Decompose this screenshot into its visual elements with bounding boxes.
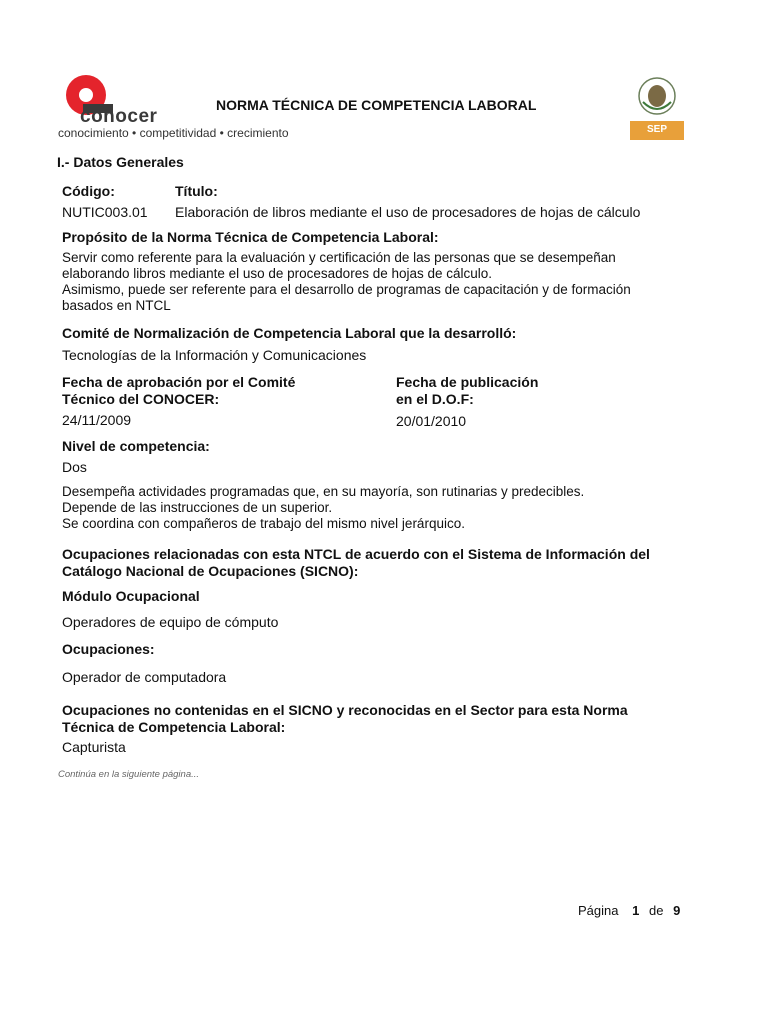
page-of: de xyxy=(648,903,664,918)
sep-logo xyxy=(630,72,684,140)
module-label: Módulo Ocupacional xyxy=(62,588,200,604)
brand-name: conocer xyxy=(80,106,158,127)
brand-tagline: conocimiento • competitividad • crecimiento xyxy=(58,126,289,140)
sep-label: SEP xyxy=(646,124,667,135)
committee-label: Comité de Normalización de Competencia Laboral que la desarrolló: xyxy=(62,325,517,341)
document-title: NORMA TÉCNICA DE COMPETENCIA LABORAL xyxy=(216,97,537,113)
non-sicno-label: Ocupaciones no contenidas en el SICNO y reconocidas en el Sector para esta Norma Técnica de Competencia Laboral: xyxy=(62,702,628,735)
module-value: Operadores de equipo de cómputo xyxy=(62,614,279,630)
committee-value: Tecnologías de la Información y Comunicaciones xyxy=(62,347,367,363)
occupation-value: Operador de computadora xyxy=(62,669,227,685)
title-value: Elaboración de libros mediante el uso de procesadores de hojas de cálculo xyxy=(175,204,641,220)
occupations-subtitle: Ocupaciones: xyxy=(62,641,155,657)
purpose-label: Propósito de la Norma Técnica de Competencia Laboral: xyxy=(62,229,439,245)
code-label: Código: xyxy=(62,183,115,199)
purpose-text: Servir como referente para la evaluación y certificación de las personas que se desempeñan elaborando libros mediante el uso de procesadores de hojas de cálculo. Asimismo, puede ser referente para el desarrollo de programas de capacitación y de formación basados en NTCL xyxy=(62,250,631,313)
level-value: Dos xyxy=(62,459,87,475)
level-label: Nivel de competencia: xyxy=(62,438,210,454)
continue-note: Continúa en la siguiente página... xyxy=(58,769,200,780)
page-label: Página xyxy=(578,903,619,918)
publication-date-label: Fecha de publicación en el D.O.F: xyxy=(396,374,539,407)
occupations-label: Ocupaciones relacionadas con esta NTCL de acuerdo con el Sistema de Información del Catálogo Nacional de Ocupaciones (SICNO): xyxy=(62,546,650,579)
publication-date-value: 20/01/2010 xyxy=(396,413,467,429)
title-label: Título: xyxy=(175,183,218,199)
page-current: 1 xyxy=(632,903,640,918)
approval-date-label: Fecha de aprobación por el Comité Técnico del CONOCER: xyxy=(62,374,296,407)
section-title: I.- Datos Generales xyxy=(57,154,184,170)
code-value: NUTIC003.01 xyxy=(62,204,148,220)
level-description: Desempeña actividades programadas que, en su mayoría, son rutinarias y predecibles. Depende de las instrucciones de un superior. Se coordina con compañeros de trabajo del mismo nivel jerárquico. xyxy=(62,484,585,531)
page-total: 9 xyxy=(673,903,681,918)
non-sicno-value: Capturista xyxy=(62,739,126,755)
page-indicator xyxy=(578,903,686,918)
approval-date-value: 24/11/2009 xyxy=(62,412,132,428)
